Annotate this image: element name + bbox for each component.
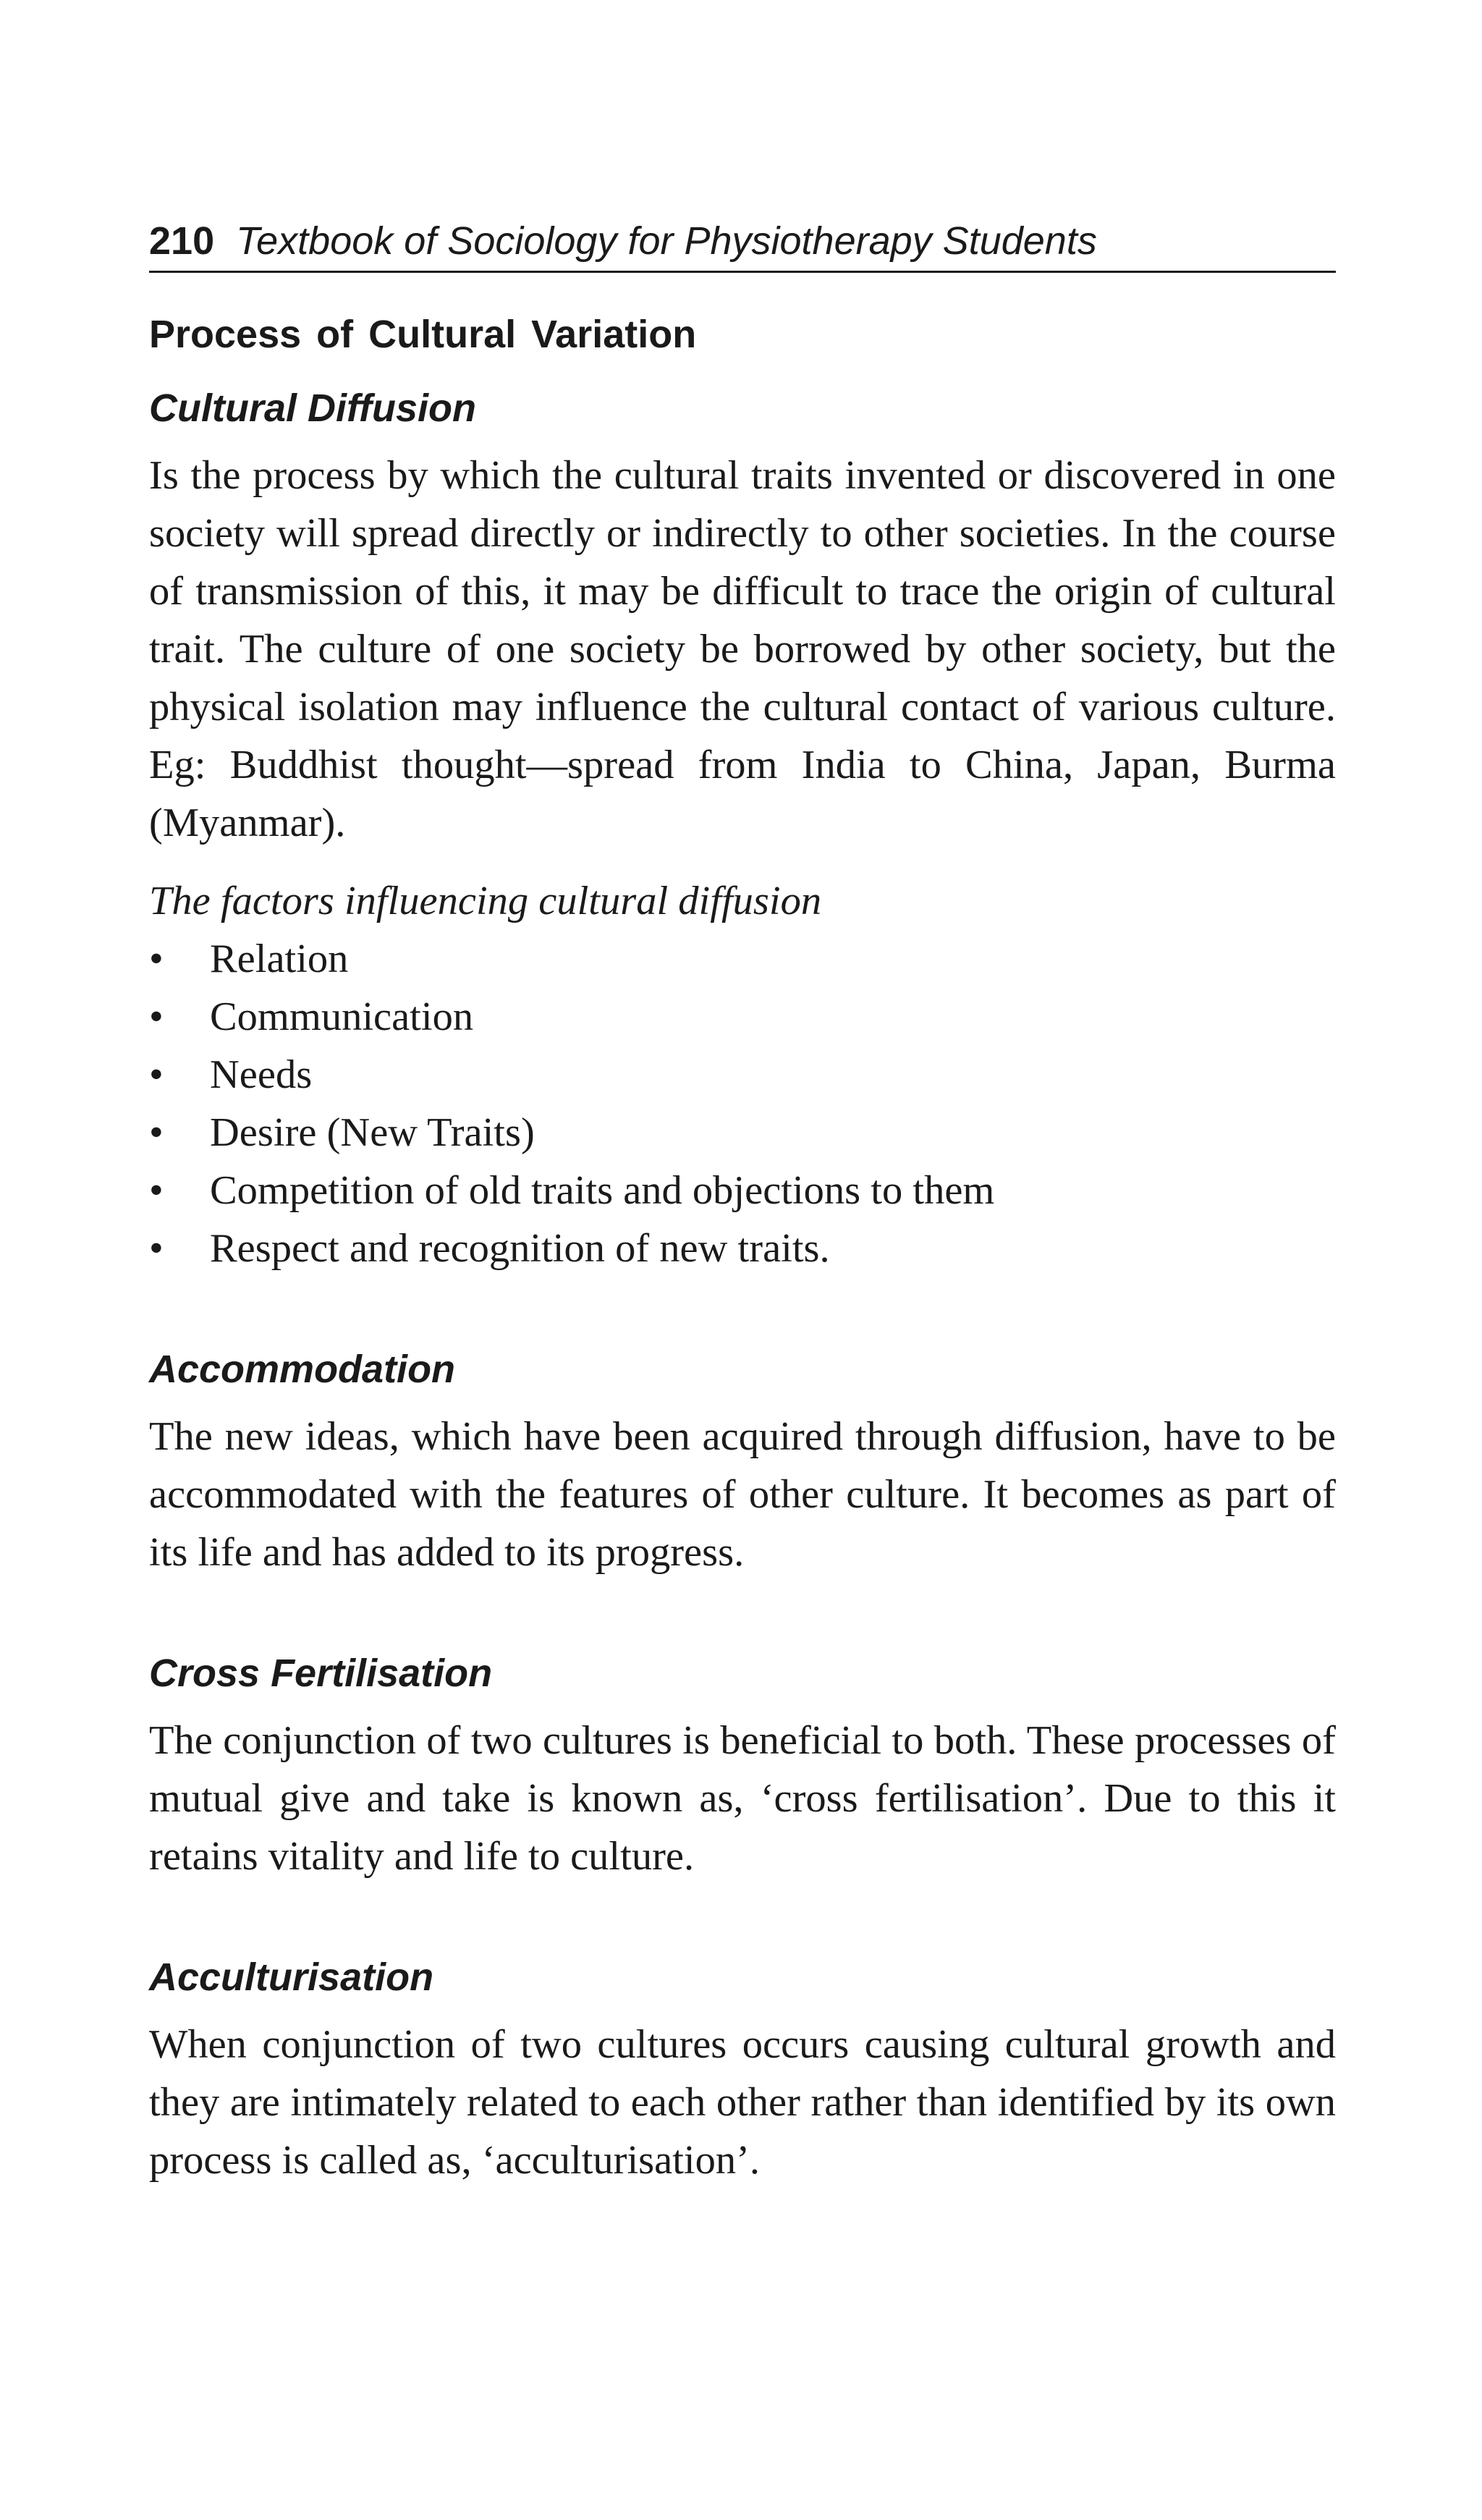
bullet-icon: • [149,1110,164,1155]
factors-intro: The factors influencing cultural diffusion [149,879,822,923]
factor-item [149,1104,1336,1162]
cultural-diffusion-heading: Cultural Diffusion [149,386,476,430]
cross-fertilisation-paragraph: The conjunction of two cultures is beneficial to both. These processes of mutual give and take is known as, ‘cross fertilisation’. Due to this it retains vitality and life to culture. [149,1718,1336,1879]
bullet-icon: • [149,936,164,981]
acculturisation-paragraph: When conjunction of two cultures occurs causing cultural growth and they are intimately related to each other rather than identified by its own process is called as, ‘acculturisation’. [149,2022,1336,2183]
factor-item [149,930,1336,988]
factor-item [149,1046,1336,1104]
cultural-diffusion-paragraph: Is the process by which the cultural traits invented or discovered in one society will spread directly or indirectly to other societies. In the course of transmission of this, it may be difficult to trace the origin of cultural trait. The culture of one society be borrowed by other society, but the physical isolation may influence the cultural contact of various culture. Eg: Buddhist thought—spread from India to China, Japan, Burma (Myanmar). [149,453,1336,845]
bullet-icon: • [149,1226,164,1271]
section-title: Process of Cultural Variation [149,313,697,356]
bullet-icon: • [149,1052,164,1097]
factor-text: Respect and recognition of new traits. [210,1226,830,1271]
factor-text: Communication [210,994,474,1039]
book-page [149,216,1336,2189]
running-header [149,216,1336,273]
bullet-icon: • [149,1168,164,1213]
factor-text: Desire (New Traits) [210,1110,535,1155]
factor-item [149,1162,1336,1219]
cross-fertilisation-heading: Cross Fertilisation [149,1652,493,1695]
factors-list [149,930,1336,1277]
bullet-icon: • [149,994,164,1039]
factor-text: Competition of old traits and objections to them [210,1168,995,1213]
factor-item [149,1219,1336,1277]
acculturisation-heading: Acculturisation [149,1955,434,1999]
book-title: Textbook of Sociology for Physiotherapy Students [236,219,1097,263]
accommodation-heading: Accommodation [149,1348,456,1391]
accommodation-paragraph: The new ideas, which have been acquired through diffusion, have to be accommodated with the features of other culture. It becomes as part of its life and has added to its progress. [149,1414,1336,1575]
factor-item [149,988,1336,1046]
factor-text: Relation [210,936,349,981]
factor-text: Needs [210,1052,313,1097]
page-number: 210 [149,219,215,263]
